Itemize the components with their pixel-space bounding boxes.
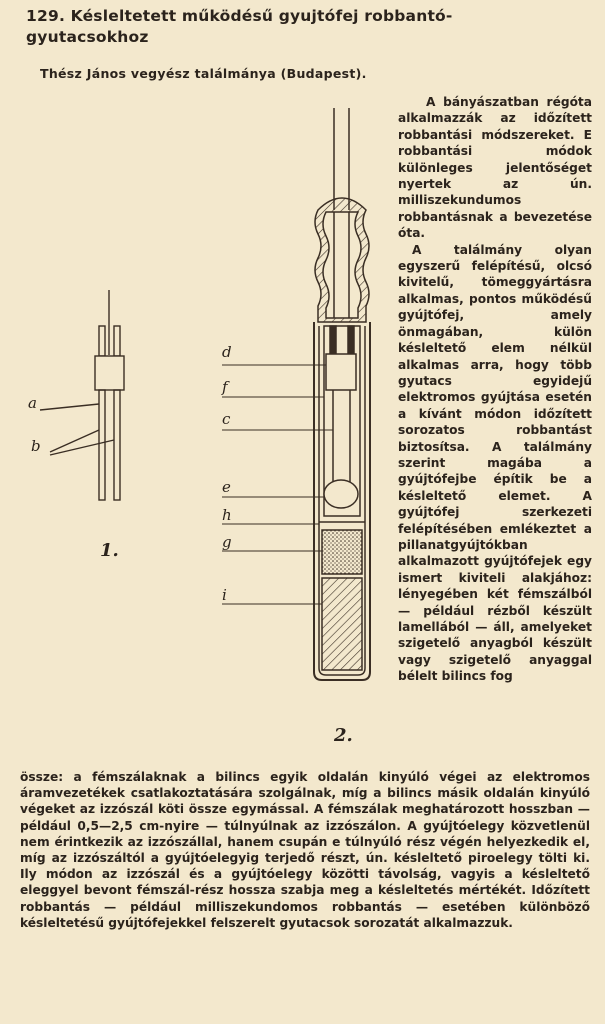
part-label-e: e bbox=[222, 478, 231, 496]
inventor-line: Thész János vegyész találmánya (Budapest). bbox=[40, 66, 367, 81]
figure-1-drawing bbox=[40, 290, 124, 500]
text-column-right bbox=[398, 94, 592, 685]
text-bottom: össze: a fémszálaknak a bilincs egyik oldalán kinyúló végei az elektromos áramvezetékek csatlakoztatására szolgálnak, míg a bilincs másik oldalán kinyúló végeket az izzószál köti össze egymással. A fémszálak meghatározott hosszban — például 0,5—2,5 cm-nyire — túlnyúlnak az izzószálon. A gyújtóelegy közvetlenül nem érintkezik az izzószállal, hanem csupán e túlnyúló rész végén helyezkedik el, míg az izzószáltól a gyújtóelegyig terjedő részt, ún. késleltető piroelegy tölti ki. Ily módon az izzószál és a gyújtóelegy közötti távolság, vagyis a késleltető eleggyel bevont fémszál-rész hossza szabja meg a késleltetés mértékét. Időzített robbantás — például milliszekundomos robbantás — esetében különböző késleltetésű gyújtófejekkel felszerelt gyutacsok sorozatát alkalmazzuk. bbox=[20, 770, 590, 930]
part-label-b: b bbox=[31, 437, 41, 455]
part-label-h: h bbox=[222, 506, 232, 524]
figure-1-label: 1. bbox=[100, 540, 119, 561]
label-leader-lines bbox=[222, 365, 333, 604]
part-label-a: a bbox=[28, 394, 37, 412]
paragraph-invention: A találmány olyan egyszerű felépítésű, olcsó kivitelű, tömeggyártásra alkalmas, pontos működésű gyújtófej, amely önmagában, külön késleltető elem nélkül alkalmas arra, hogy több gyutacs egyidejű elektromos gyújtása esetén a kívánt módon időzített sorozatos robbantást biztosítsa. A találmány szerint magába a gyújtófejbe építik be a késleltető elemet. A gyújtófej szerkezeti felépítésében emlékeztet a pillanatgyújtókban alkalmazott gyújtófejek egy ismert kiviteli alakjához: lényegében két fémszálból — például rézből készült lamellából — áll, amelyeket szigetelő anyagból készült vagy szigetelő anyaggal bélelt bilincs fog bbox=[398, 242, 592, 684]
part-label-g: g bbox=[222, 533, 232, 551]
part-label-f: f bbox=[222, 378, 228, 396]
part-label-d: d bbox=[222, 343, 232, 361]
part-label-c: c bbox=[222, 410, 231, 428]
page-title: 129. Késleltetett működésű gyujtófej robbantó-gyutacsokhoz bbox=[26, 7, 453, 46]
figure-2-label: 2. bbox=[334, 725, 353, 746]
paragraph-intro: A bányászatban régóta alkalmazzák az időzített robbantási módszereket. E robbantási módok különleges jelentőséget nyertek az ún. milliszekundumos robbantásnak a bevezetése óta. bbox=[398, 95, 592, 241]
figure-2-drawing bbox=[314, 108, 370, 680]
part-label-i: i bbox=[222, 586, 227, 604]
